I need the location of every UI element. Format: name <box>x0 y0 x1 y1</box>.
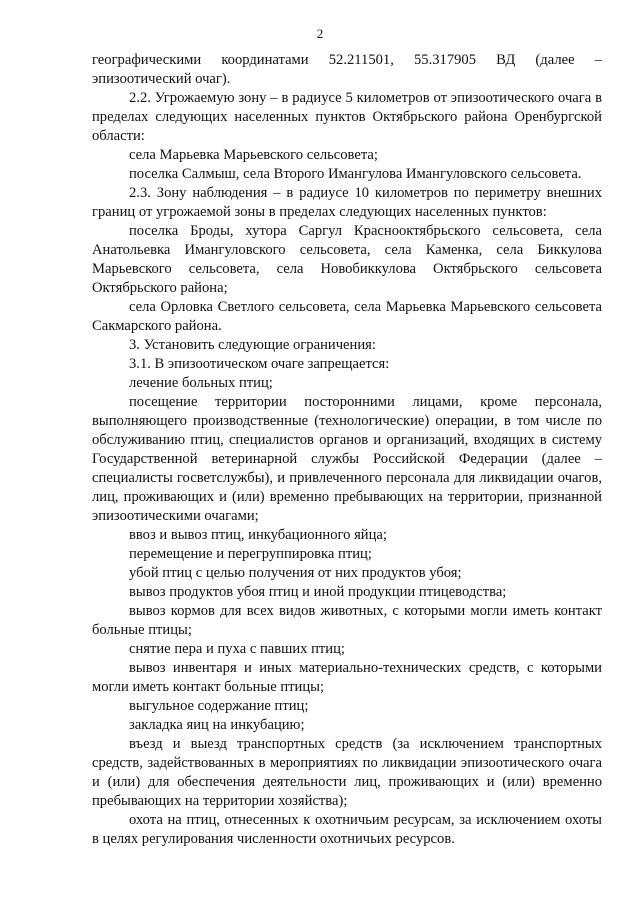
list-item-inventory: вывоз инвентаря и иных материально-технических средств, с которыми могли иметь контакт больные птицы; <box>92 660 602 695</box>
page-number: 2 <box>316 26 324 41</box>
list-item-feathers: снятие пера и пуха с павших птиц; <box>129 641 345 657</box>
list-item-slaughter: убой птиц с целью получения от них продуктов убоя; <box>129 565 462 581</box>
paragraph-brody: поселка Броды, хутора Саргул Краснооктябрьского сельсовета, села Анатольевка Имангуловского сельсовета, села Каменка, села Биккулова Марьевского сельсовета, села Новобиккулова Октябрьского сельсовета Октябрьского района; <box>92 223 602 296</box>
list-item-visits: посещение территории посторонними лицами, кроме персонала, выполняющего производственные (технологические) операции, в том числе по обслуживанию птиц, специалистов органов и организаций, входящих в систему Государственной ветеринарной службы Российской Федерации (далее – специалисты госветслужбы), и привлеченного персонала для ликвидации очагов, лиц, проживающих и (или) временно пребывающих на территории, признанной эпизоотическими очагами; <box>92 394 602 524</box>
list-item-incubation: закладка яиц на инкубацию; <box>129 717 305 733</box>
paragraph-orlovka: села Орловка Светлого сельсовета, села Марьевка Марьевского сельсовета Сакмарского района. <box>92 299 602 334</box>
paragraph-salmysh: поселка Салмыш, села Второго Имангулова Имангуловского сельсовета. <box>129 166 582 182</box>
list-item-products: вывоз продуктов убоя птиц и иной продукции птицеводства; <box>129 584 507 600</box>
list-item-hunting: охота на птиц, отнесенных к охотничьим ресурсам, за исключением охоты в целях регулирования численности охотничьих ресурсов. <box>92 812 602 847</box>
paragraph-observation-zone: 2.3. Зону наблюдения – в радиусе 10 километров по периметру внешних границ от угрожаемой зоны в пределах следующих населенных пунктов: <box>92 185 602 220</box>
document-body <box>92 51 602 849</box>
list-item-free-range: выгульное содержание птиц; <box>129 698 309 714</box>
paragraph-threatened-zone: 2.2. Угрожаемую зону – в радиусе 5 километров от эпизоотического очага в пределах следующих населенных пунктов Октябрьского района Оренбургской области: <box>92 90 602 144</box>
paragraph-restrictions: 3. Установить следующие ограничения: <box>129 337 376 353</box>
list-item-vehicles: въезд и выезд транспортных средств (за исключением транспортных средств, задействованных в мероприятиях по ликвидации эпизоотического очага и (или) для обеспечения деятельности лиц, проживающих и (или) временно пребывающих на территории хозяйства); <box>92 736 602 809</box>
list-item-treatment: лечение больных птиц; <box>129 375 273 391</box>
list-item-feed: вывоз кормов для всех видов животных, с которыми могли иметь контакт больные птицы; <box>92 603 602 638</box>
paragraph-focus-prohibited: 3.1. В эпизоотическом очаге запрещается: <box>129 356 390 372</box>
list-item-regrouping: перемещение и перегруппировка птиц; <box>129 546 372 562</box>
paragraph-coordinates: географическими координатами 52.211501, 55.317905 ВД (далее – эпизоотический очаг). <box>92 52 602 87</box>
paragraph-marevka: села Марьевка Марьевского сельсовета; <box>129 147 378 163</box>
list-item-import-export: ввоз и вывоз птиц, инкубационного яйца; <box>129 527 387 543</box>
